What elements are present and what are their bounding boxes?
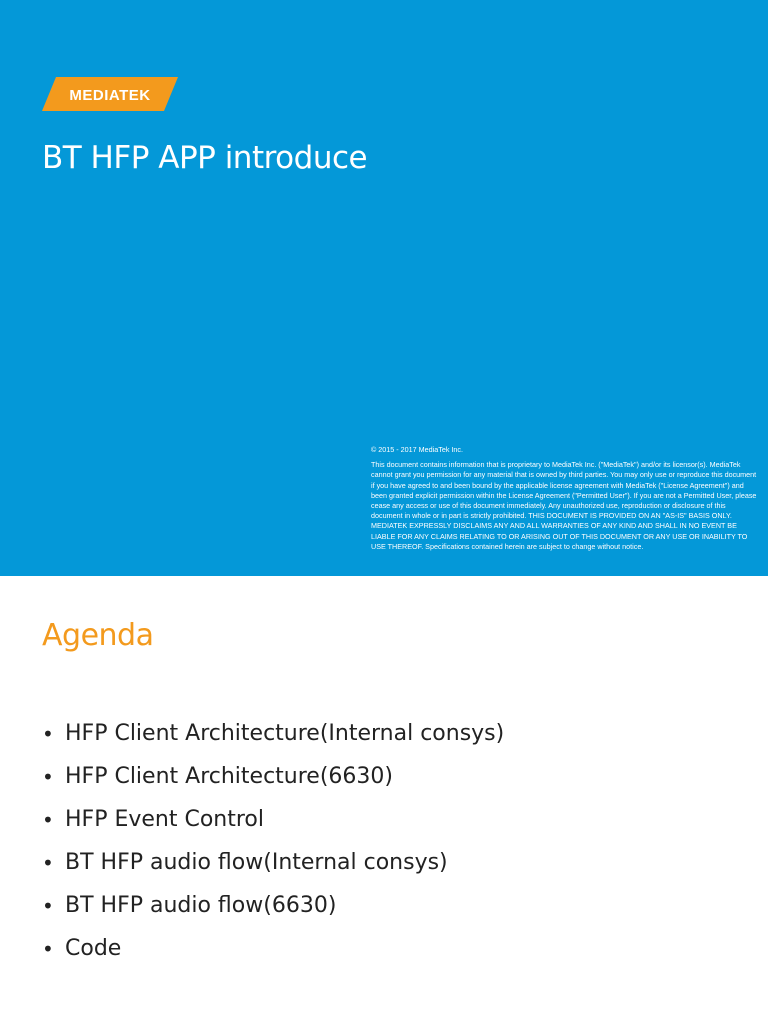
bullet-icon: •	[42, 764, 54, 789]
agenda-item	[42, 841, 504, 884]
agenda-title: Agenda	[42, 618, 154, 653]
agenda-item	[42, 884, 504, 927]
agenda-item	[42, 927, 504, 970]
copyright-text: © 2015 - 2017 MediaTek Inc.	[371, 445, 463, 454]
agenda-item-label: HFP Client Architecture(Internal consys)	[65, 721, 505, 746]
bullet-icon: •	[42, 850, 54, 875]
agenda-slide	[0, 576, 768, 1024]
bullet-icon: •	[42, 807, 54, 832]
agenda-item	[42, 755, 504, 798]
agenda-item-label: Code	[65, 936, 122, 961]
agenda-item-label: HFP Event Control	[65, 807, 264, 832]
agenda-item	[42, 798, 504, 841]
agenda-item-label: HFP Client Architecture(6630)	[65, 764, 393, 789]
mediatek-logo-text: MEDIATEK	[69, 87, 151, 104]
bullet-icon: •	[42, 721, 54, 746]
mediatek-logo	[42, 77, 178, 111]
agenda-item-label: BT HFP audio flow(Internal consys)	[65, 850, 448, 875]
bullet-icon: •	[42, 936, 54, 961]
legal-notice	[371, 445, 759, 552]
legal-text: This document contains information that is proprietary to MediaTek Inc. ("MediaTek") and/or its licensor(s). MediaTek cannot grant you permission for any material that is owned by third parties. You may only use or reproduce this document if you have agreed to and been bound by the applicable license agreement with MediaTek ("License Agreement") and been granted explicit permission within the License Agreement ("Permitted User"). If you are not a Permitted User, please cease any access or use of this document immediately. Any unauthorized use, reproduction or disclosure of this document in whole or in part is strictly prohibited. THIS DOCUMENT IS PROVIDED ON AN "AS-IS" BASIS ONLY. MEDIATEK EXPRESSLY DISCLAIMS ANY AND ALL WARRANTIES OF ANY KIND AND SHALL IN NO EVENT BE LIABLE FOR ANY CLAIMS RELATING TO OR ARISING OUT OF THIS DOCUMENT OR ANY USE OR INABILITY TO USE THEREOF. Specifications contained herein are subject to change without notice.	[371, 460, 757, 551]
slide-title: BT HFP APP introduce	[42, 140, 368, 176]
bullet-icon: •	[42, 893, 54, 918]
agenda-item-label: BT HFP audio flow(6630)	[65, 893, 337, 918]
agenda-item	[42, 712, 504, 755]
agenda-list	[42, 712, 504, 970]
